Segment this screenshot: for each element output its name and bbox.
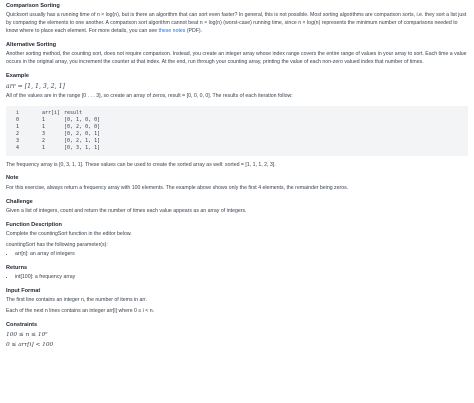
function-description-heading: Function Description xyxy=(6,221,62,228)
input-line-2: Each of the next n lines contains an integer arr[i] where 0 ≤ i < n. xyxy=(6,307,155,314)
comparison-line-3-end: (PDF). xyxy=(185,27,203,34)
comparison-line-2: they sort a list just by comparing the elements to one another. A comparison sort algorithm cannot beat n × log(n) (worst-case) running time, since n × log(n) represents the xyxy=(6,12,467,27)
code-cell-arr: 1 xyxy=(42,117,46,124)
code-cell-result: [0, 2, 1, 1] xyxy=(64,137,101,144)
comparison-line-1: Quicksort usually has a running time of n × log(n), but is there an algorithm that can sort even faster? In general, this is not possible. Most sorting algorithms are comparison sorts, i.e. xyxy=(6,12,424,19)
code-row xyxy=(16,117,458,124)
code-row xyxy=(16,145,458,152)
code-row xyxy=(16,124,458,131)
code-header-i: i xyxy=(16,110,20,117)
challenge-text: Given a list of integers, count and return the number of times each value appears as an array of integers. xyxy=(6,207,247,214)
code-cell-i: 0 xyxy=(16,117,20,124)
parameter-list xyxy=(6,251,468,259)
code-cell-i: 2 xyxy=(16,130,20,137)
comparison-sorting-heading: Comparison Sorting xyxy=(6,3,60,9)
these-notes-link[interactable]: these notes xyxy=(158,27,186,34)
code-row xyxy=(16,131,458,138)
challenge-heading: Challenge xyxy=(6,198,33,205)
alternative-line-3: number of times. xyxy=(385,58,424,65)
constraints-heading: Constraints xyxy=(6,321,38,328)
code-cell-arr: 3 xyxy=(42,130,46,137)
alternative-sorting-heading: Alternative Sorting xyxy=(6,41,57,48)
returns-item: • int[100]: a frequency array xyxy=(15,274,468,282)
constraint-2: 0 ≤ arr[i] < 100 xyxy=(6,341,54,348)
alternative-line-2: Each time a value occurs in the original array, you increment the counter at that index. At the end, run through your counting array, printing the value of each non-zero valued index that xyxy=(6,51,467,65)
example-description: All of the values are in the range [0 . . . 3], so create an array of zeros, result = [0, 0, 0, 0]. The results of each iteration follow: xyxy=(6,93,293,100)
parameter-item: • arr[n]: an array of integers xyxy=(15,251,468,259)
function-line-2: countingSort has the following parameter(s): xyxy=(6,241,108,248)
code-cell-result: [0, 1, 0, 0] xyxy=(64,117,101,124)
code-header-row xyxy=(16,110,458,117)
alternative-paragraph xyxy=(6,51,468,67)
code-cell-i: 4 xyxy=(16,144,20,151)
frequency-array-text: The frequency array is [0, 3, 1, 1]. These values can be used to create the sorted array as well: sorted = [1, 1, 1, 2, 3]. xyxy=(6,161,276,168)
alternative-line-1: Another sorting method, the counting sort, does not require comparison. Instead, you create an integer array whose index range covers the entire range of values in your array to sort. xyxy=(6,51,424,58)
comparison-line-3: minimum number of comparisons needed to know where to place each element. For more details, you can see xyxy=(6,20,458,34)
code-cell-result: [0, 3, 1, 1] xyxy=(64,144,101,151)
returns-heading: Returns xyxy=(6,264,28,271)
code-cell-i: 3 xyxy=(16,137,20,144)
code-header-result: result xyxy=(64,110,83,117)
returns-list xyxy=(6,274,468,282)
code-cell-result: [0, 2, 0, 0] xyxy=(64,124,101,131)
code-cell-result: [0, 2, 0, 1] xyxy=(64,130,101,137)
input-format-heading: Input Format xyxy=(6,287,41,294)
function-line-1: Complete the countingSort function in the editor below. xyxy=(6,231,132,238)
note-text: For this exercise, always return a frequency array with 100 elements. The example above shows only the first 4 elements, the remainder being zeros. xyxy=(6,184,349,191)
comparison-paragraph xyxy=(6,12,468,35)
iteration-code-block xyxy=(6,106,468,155)
input-line-1: The first line contains an integer n, the number of items in arr. xyxy=(6,297,147,304)
example-heading: Example xyxy=(6,72,30,79)
note-heading: Note xyxy=(6,175,19,182)
code-cell-arr: 1 xyxy=(42,144,46,151)
code-cell-arr: 1 xyxy=(42,124,46,131)
code-row xyxy=(16,138,458,145)
code-cell-arr: 2 xyxy=(42,137,46,144)
code-header-arr: arr[i] xyxy=(42,110,61,117)
code-cell-i: 1 xyxy=(16,124,20,131)
example-arr-formula: arr = [1, 1, 3, 2, 1] xyxy=(6,83,65,91)
constraint-1: 100 ≤ n ≤ 10⁶ xyxy=(6,332,48,339)
